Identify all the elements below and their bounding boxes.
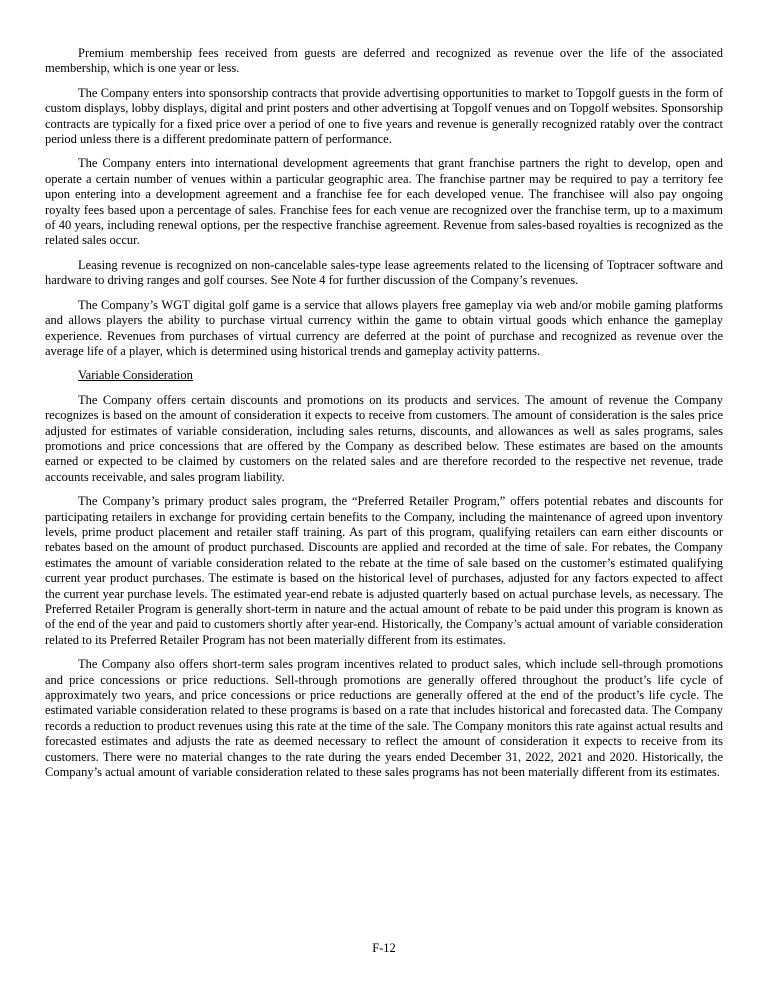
section-heading-variable-consideration [45,368,723,383]
paragraph-international-development-agreements: The Company enters into international development agreements that grant franchise partners the right to develop, open and operate a certain number of venues within a particular geographic area. The franchise partner may be required to pay a territory fee upon entering into a development agreement and a franchise fee for each developed venue. The franchisee will also pay ongoing royalty fees based upon a percentage of sales. Franchise fees for each venue are recognized over the franchise term, up to a maximum of 40 years, including renewal options, per the respective franchise agreement. Revenue from sales-based royalties is recognized as the related sales occur. [45,156,723,248]
paragraph-premium-membership-fees: Premium membership fees received from guests are deferred and recognized as revenue over the life of the associated membership, which is one year or less. [45,46,723,76]
paragraph-sponsorship-contracts: The Company enters into sponsorship contracts that provide advertising opportunities to market to Topgolf guests in the form of custom displays, lobby displays, digital and print posters and other advertising at Topgolf venues and on Topgolf websites. Sponsorship contracts are typically for a fixed price over a period of one to five years and revenue is generally recognized ratably over the contract period unless there is a different predominate pattern of performance. [45,85,723,147]
paragraph-short-term-sales-incentives: The Company also offers short-term sales program incentives related to product sales, which include sell-through promotions and price concessions or price reductions. Sell-through promotions are generally offered throughout the product’s life cycle of approximately two years, and price concessions or price reductions are generally offered at the end of the product’s life cycle. The estimated variable consideration related to these programs is based on a rate that includes historical and forecasted data. The Company records a reduction to product revenues using this rate at the time of the sale. The Company monitors this rate against actual results and forecasted estimates and adjusts the rate as deemed necessary to reflect the amount of consideration it expects to receive from its customers. There were no material changes to the rate during the years ended December 31, 2022, 2021 and 2020. Historically, the Company’s actual amount of variable consideration related to these sales programs has not been materially different from its estimates. [45,657,723,780]
paragraph-discounts-and-promotions: The Company offers certain discounts and promotions on its products and services. The amount of revenue the Company recognizes is based on the amount of consideration it expects to receive from customers. The amount of consideration is the sales price adjusted for estimates of variable consideration, including sales returns, discounts, and allowances as well as sales programs, sales promotions and price concessions that are offered by the Company as described below. These estimates are based on the amounts earned or expected to be claimed by customers on the related sales and are therefore recorded to the respective net revenue, trade accounts receivable, and sales program liability. [45,392,723,484]
page-number: F-12 [372,941,396,955]
paragraph-leasing-revenue: Leasing revenue is recognized on non-cancelable sales-type lease agreements related to the licensing of Toptracer software and hardware to driving ranges and golf courses. See Note 4 for further discussion of the Company’s revenues. [45,257,723,288]
paragraph-preferred-retailer-program: The Company’s primary product sales program, the “Preferred Retailer Program,” offers potential rebates and discounts for participating retailers in exchange for providing certain benefits to the Company, including the maintenance of agreed upon inventory levels, prime product placement and retailer staff training. As part of this program, qualifying retailers can earn either discounts or rebates based on the amount of product purchased. Discounts are applied and recorded at the time of sale. For rebates, the Company estimates the amount of variable consideration related to the rebate at the time of sale based on the customer’s estimated qualifying current year product purchases. The estimate is based on the historical level of purchases, adjusted for any factors expected to affect the current year purchase levels. The estimated year-end rebate is adjusted quarterly based on actual purchase levels, as necessary. The Preferred Retailer Program is generally short-term in nature and the actual amount of rebate to be paid under this program is known as of the end of the year and paid to customers shortly after year-end. Historically, the Company’s actual amount of variable consideration related to its Preferred Retailer Program has not been materially different from its estimates. [45,494,723,647]
section-heading-text: Variable Consideration [78,368,193,383]
paragraph-wgt-digital-golf-game: The Company’s WGT digital golf game is a service that allows players free gameplay via web and/or mobile gaming platforms and allows players the ability to purchase virtual currency within the game to obtain virtual goods which enhance the gameplay experience. Revenues from purchases of virtual currency are deferred at the point of purchase and recognized as revenue over the average life of a player, which is determined using historical trends and gameplay activity patterns. [45,297,723,358]
document-body [45,46,723,789]
